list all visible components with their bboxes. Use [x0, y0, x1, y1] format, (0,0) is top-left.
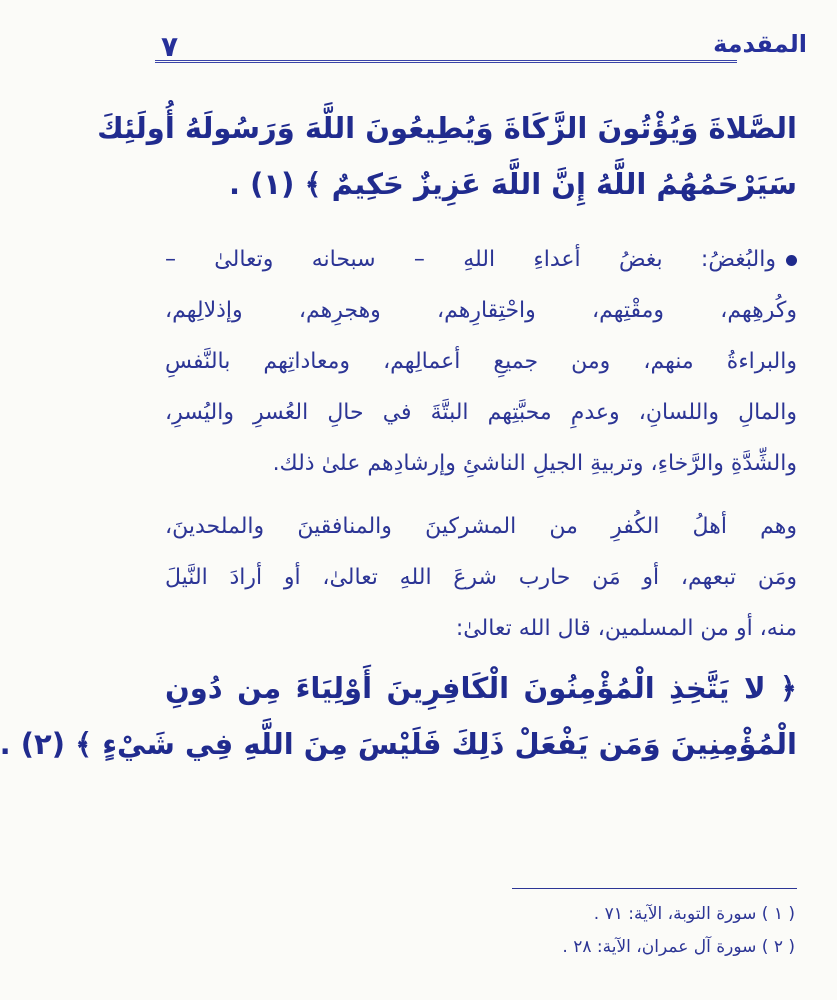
quran-verse-2	[0, 660, 797, 772]
paragraph-line: والشِّدَّةِ والرَّخاءِ، وتربيةِ الجيلِ الناشئِ وإرشادِهم علىٰ ذلك.	[272, 451, 797, 476]
body-text	[0, 100, 797, 772]
page-header	[155, 30, 807, 70]
header-rule	[155, 60, 737, 63]
verse-line: الصَّلاةَ وَيُؤْتُونَ الزَّكَاةَ وَيُطِيعُونَ اللَّهَ وَرَسُولَهُ أُولَئِكَ	[97, 111, 797, 145]
quran-verse-1	[97, 100, 797, 212]
paragraph-line: منه، أو من المسلمين، قال الله تعالىٰ:	[455, 616, 797, 641]
paragraph-line: وكُرهِهم، ومقْتِهم، واحْتِقارِهم، وهجرِهم، وإذلالِهم،	[165, 298, 797, 323]
verse-line: الْمُؤْمِنِينَ وَمَن يَفْعَلْ ذَلِكَ فَلَيْسَ مِنَ اللَّهِ فِي شَيْءٍ ﴾ (٢) .	[0, 727, 797, 761]
paragraph-line: وهم أهلُ الكُفرِ من المشركينَ والمنافقينَ والملحدينَ،	[165, 514, 797, 539]
paragraph-people	[165, 501, 797, 654]
paragraph-line-text: والبُغضُ: بغضُ أعداءِ اللهِ – سبحانه وتعالىٰ –	[165, 247, 776, 272]
verse-line: سَيَرْحَمُهُمُ اللَّهُ إِنَّ اللَّهَ عَزِيزٌ حَكِيمٌ ﴾ (١) .	[229, 167, 797, 201]
running-title: المقدمة	[713, 30, 807, 58]
paragraph-line: والبراءةُ منهم، ومن جميعِ أعمالِهم، ومعاداتِهم بالنَّفسِ	[165, 349, 797, 374]
footnote-rule	[512, 888, 797, 889]
footnote-1: ( ١ ) سورة التوبة، الآية: ٧١ .	[593, 904, 795, 924]
paragraph-line	[165, 234, 797, 285]
footnotes	[167, 898, 795, 964]
page-number: ٧	[161, 30, 179, 63]
paragraph-hatred	[165, 234, 797, 489]
verse-line: ﴿ لا يَتَّخِذِ الْمُؤْمِنُونَ الْكَافِرِينَ أَوْلِيَاءَ مِن دُونِ	[165, 671, 797, 705]
footnote-2: ( ٢ ) سورة آل عمران، الآية: ٢٨ .	[562, 937, 795, 957]
bullet-icon	[786, 255, 797, 266]
paragraph-line: ومَن تبعهم، أو مَن حارب شرعَ اللهِ تعالىٰ، أو أرادَ النَّيلَ	[165, 565, 797, 590]
paragraph-line: والمالِ واللسانِ، وعدمِ محبَّتِهم البتَّةَ في حالِ العُسرِ واليُسرِ،	[165, 400, 797, 425]
